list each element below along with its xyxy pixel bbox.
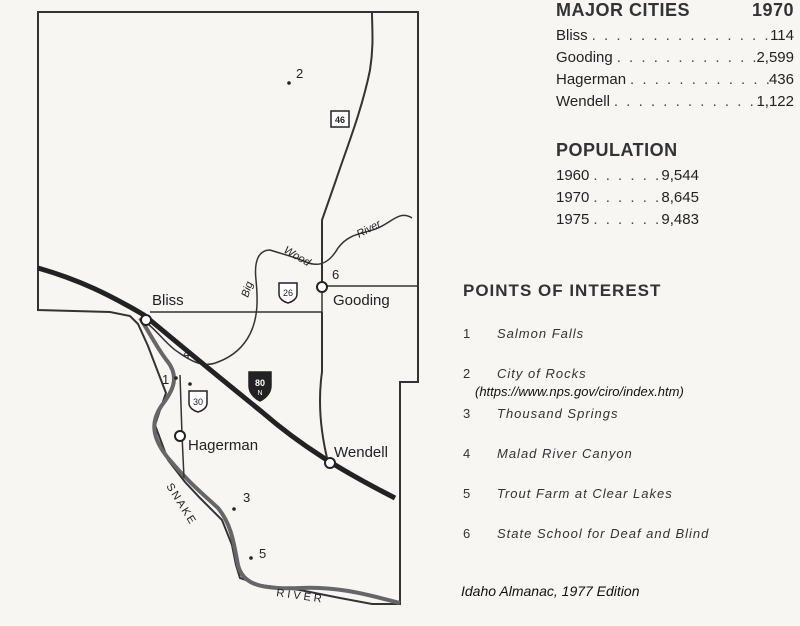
poi-1-marker: 1 [162,372,170,387]
population-row: 1970 . . . 8,645 [556,187,716,209]
highway-46-road [322,12,373,286]
svg-text:N: N [257,390,263,397]
points-of-interest-panel [463,281,793,561]
snake-river-label: SNAKE [163,481,199,528]
svg-text:80: 80 [254,378,266,388]
gooding-wendell-road [320,312,328,462]
poi-3-marker: 3 [243,490,251,505]
poi-2-dot [287,81,291,85]
highway-26-shield [279,283,297,303]
city-row: Wendell . . . 1,122 [556,91,794,113]
points-of-interest-title: POINTS OF INTEREST [463,281,662,300]
source-caption: Idaho Almanac, 1977 Edition [461,583,640,599]
poi-1-dot [174,376,178,380]
poi-item: 1 Salmon Falls [463,326,585,341]
poi-item: 4 Malad River Canyon [463,446,633,461]
poi-item: 2 City of Rocks [463,366,587,381]
poi-4-dot [188,382,192,386]
highway-30-shield [189,391,207,412]
river-bottom-label: RIVER [275,587,326,606]
poi-item: 5 Trout Farm at Clear Lakes [463,486,673,501]
wood-river-label: Wood [281,244,313,269]
population-row: 1960 . . . 9,544 [556,165,716,187]
bliss-city-marker [141,315,151,325]
poi-6-marker: 6 [332,267,340,282]
hagerman-city-marker [175,431,185,441]
city-row: Hagerman . . . 436 [556,69,794,91]
population-row: 1975 . . . 9,483 [556,209,716,231]
svg-text:46: 46 [334,115,346,125]
city-row: Bliss . . . 114 [556,25,794,47]
population-panel [556,140,716,231]
highway-30-road [180,375,184,478]
svg-text:26: 26 [282,288,294,298]
city-row: Gooding . . . 2,599 [556,47,794,69]
wendell-label: Wendell [334,444,388,461]
interstate-80-shield [249,372,271,401]
hagerman-label: Hagerman [188,437,259,454]
poi-2-marker: 2 [296,66,304,81]
gooding-city-marker [317,282,327,292]
river-top-label: River [354,218,384,241]
big-river-label: Big [239,280,256,299]
poi-5-dot [249,556,253,560]
poi-5-marker: 5 [259,546,267,561]
poi-4-marker: 4 [183,346,191,361]
major-cities-panel [556,0,794,113]
poi-3-dot [232,507,236,511]
population-title: POPULATION [556,140,678,160]
poi-item: 3 Thousand Springs [463,406,619,421]
city-of-rocks-link[interactable]: (https://www.nps.gov/ciro/index.htm) [475,384,684,399]
major-cities-year: 1970 [751,0,794,20]
bliss-label: Bliss [152,292,184,309]
major-cities-title: MAJOR CITIES [556,0,691,20]
poi-item: 6 State School for Deaf and Blind [463,526,710,541]
svg-text:30: 30 [192,397,204,407]
highway-46-shield [331,111,349,127]
gooding-label: Gooding [333,292,390,309]
